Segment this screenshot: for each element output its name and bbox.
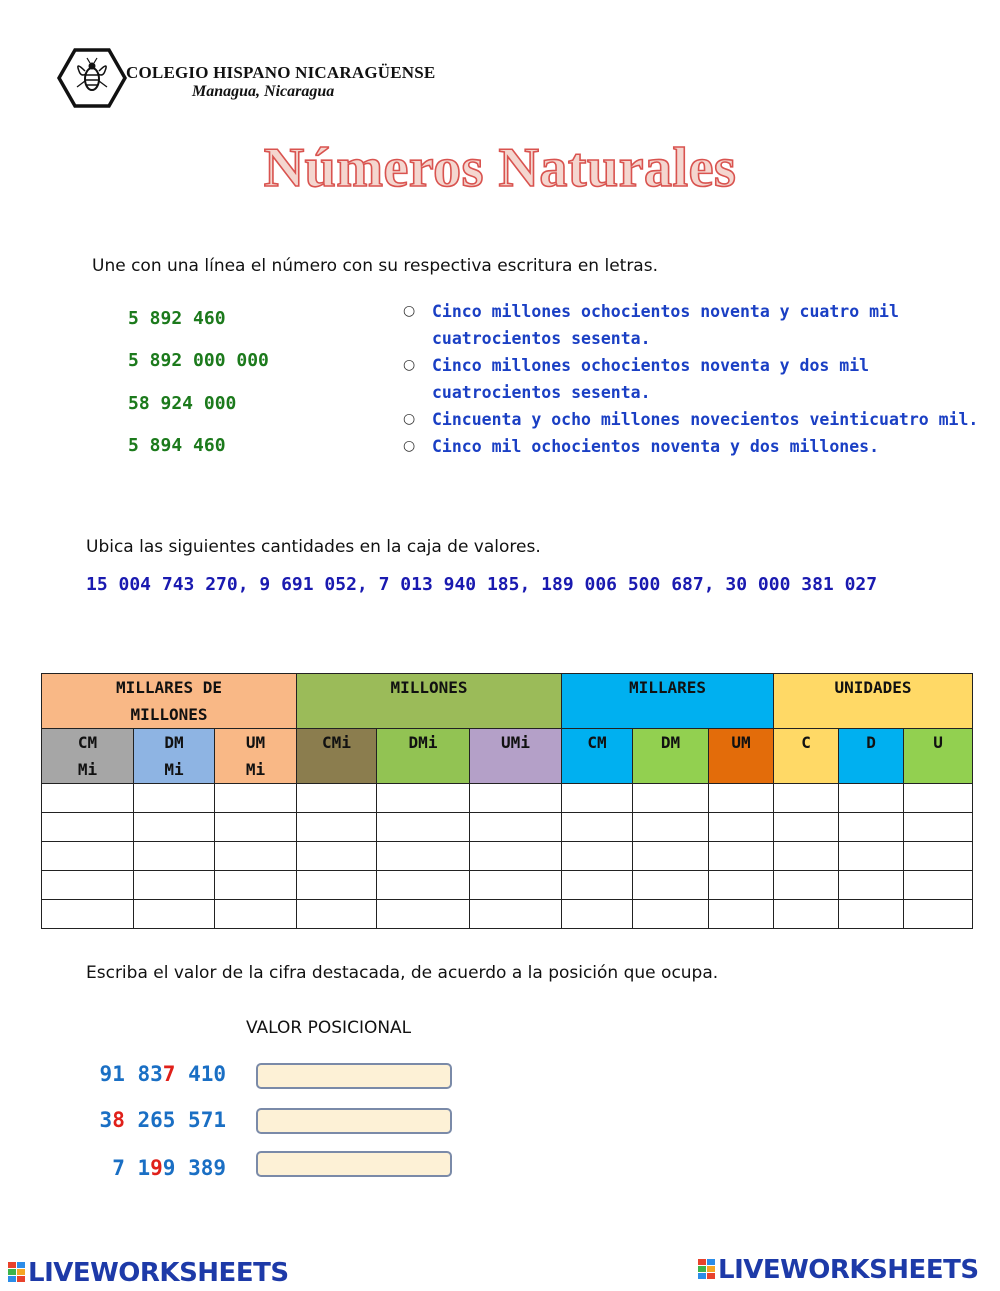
table-cell[interactable] — [904, 871, 973, 900]
match-option-text: Cinco mil ochocientos noventa y dos millones. — [432, 437, 880, 456]
positional-instruction: Escriba el valor de la cifra destacada, de acuerdo a la posición que ocupa. — [86, 963, 719, 983]
group-header-row — [42, 674, 973, 729]
table-cell[interactable] — [215, 842, 297, 871]
table-cell[interactable] — [562, 871, 633, 900]
table-cell[interactable] — [904, 784, 973, 813]
match-number-3[interactable]: 58 924 000 — [128, 393, 237, 414]
table-cell[interactable] — [904, 900, 973, 929]
table-cell[interactable] — [774, 813, 839, 842]
valor-posicional-label: VALOR POSICIONAL — [246, 1018, 412, 1038]
table-cell[interactable] — [134, 813, 215, 842]
table-cell[interactable] — [215, 900, 297, 929]
table-row — [42, 871, 973, 900]
table-cell[interactable] — [562, 900, 633, 929]
table-cell[interactable] — [633, 813, 709, 842]
positional-answer-input-2[interactable] — [256, 1108, 452, 1134]
match-option-text: Cinco millones ochocientos noventa y dos mil cuatrocientos sesenta. — [432, 356, 870, 402]
school-city: Managua, Nicaragua — [192, 83, 335, 100]
liveworksheets-icon — [8, 1262, 26, 1284]
table-cell[interactable] — [42, 784, 134, 813]
number-part: 9 389 — [162, 1156, 226, 1180]
table-cell[interactable] — [470, 871, 562, 900]
column-header-um-mi: UM Mi — [215, 729, 297, 784]
table-cell[interactable] — [215, 813, 297, 842]
number-part: 410 — [175, 1062, 226, 1086]
table-cell[interactable] — [562, 813, 633, 842]
table-cell[interactable] — [774, 871, 839, 900]
table-cell[interactable] — [377, 784, 470, 813]
column-header-um: UM — [709, 729, 774, 784]
table-cell[interactable] — [377, 842, 470, 871]
table-cell[interactable] — [470, 784, 562, 813]
table-cell[interactable] — [470, 842, 562, 871]
table-cell[interactable] — [839, 813, 904, 842]
liveworksheets-icon — [698, 1259, 716, 1281]
match-option-text: Cinco millones ochocientos noventa y cuatro mil cuatrocientos sesenta. — [432, 302, 899, 348]
table-cell[interactable] — [709, 871, 774, 900]
table-row — [42, 900, 973, 929]
table-cell[interactable] — [633, 871, 709, 900]
value-table — [41, 673, 973, 929]
table-cell[interactable] — [904, 813, 973, 842]
positional-answer-input-1[interactable] — [256, 1063, 452, 1089]
table-cell[interactable] — [709, 842, 774, 871]
table-cell[interactable] — [134, 842, 215, 871]
table-cell[interactable] — [215, 784, 297, 813]
table-cell[interactable] — [134, 784, 215, 813]
table-cell[interactable] — [297, 871, 377, 900]
column-header-u: U — [904, 729, 973, 784]
table-cell[interactable] — [839, 871, 904, 900]
column-header-row — [42, 729, 973, 784]
table-cell[interactable] — [839, 842, 904, 871]
positional-number-3 — [96, 1156, 226, 1180]
match-number-2[interactable]: 5 892 000 000 — [128, 350, 269, 371]
table-cell[interactable] — [377, 900, 470, 929]
table-cell[interactable] — [709, 813, 774, 842]
match-option-4[interactable] — [400, 433, 980, 460]
column-header-umi: UMi — [470, 729, 562, 784]
table-cell[interactable] — [709, 900, 774, 929]
table-cell[interactable] — [470, 900, 562, 929]
column-header-cmi: CMi — [297, 729, 377, 784]
table-cell[interactable] — [839, 784, 904, 813]
table-cell[interactable] — [774, 900, 839, 929]
column-header-d: D — [839, 729, 904, 784]
column-header-cm: CM — [562, 729, 633, 784]
highlighted-digit: 9 — [150, 1156, 163, 1180]
table-cell[interactable] — [134, 900, 215, 929]
match-options-list — [400, 298, 980, 460]
table-cell[interactable] — [562, 784, 633, 813]
table-cell[interactable] — [377, 871, 470, 900]
match-option-2[interactable] — [400, 352, 980, 406]
table-cell[interactable] — [633, 842, 709, 871]
table-cell[interactable] — [377, 813, 470, 842]
table-cell[interactable] — [42, 871, 134, 900]
bullet-circle-icon: ○ — [403, 438, 416, 454]
column-header-dmi: DMi — [377, 729, 470, 784]
place-instruction: Ubica las siguientes cantidades en la caja de valores. — [86, 537, 541, 557]
number-part: 265 571 — [124, 1108, 226, 1132]
match-instruction: Une con una línea el número con su respectiva escritura en letras. — [92, 256, 658, 276]
table-cell[interactable] — [297, 784, 377, 813]
table-cell[interactable] — [904, 842, 973, 871]
match-number-4[interactable]: 5 894 460 — [128, 435, 226, 456]
table-row — [42, 784, 973, 813]
positional-number-2 — [96, 1108, 226, 1132]
table-cell[interactable] — [562, 842, 633, 871]
liveworksheets-brand: LIVEWORKSHEETS — [718, 1255, 979, 1285]
table-cell[interactable] — [774, 842, 839, 871]
highlighted-digit: 7 — [162, 1062, 176, 1086]
school-logo-icon — [57, 47, 127, 109]
table-cell[interactable] — [633, 784, 709, 813]
liveworksheets-logo-left — [8, 1258, 289, 1288]
liveworksheets-logo-right — [698, 1255, 979, 1285]
page-title: Números Naturales — [263, 137, 737, 199]
group-header-millares-de-millones: MILLARES DE MILLONES — [42, 674, 297, 729]
table-cell[interactable] — [297, 813, 377, 842]
quantities-list: 15 004 743 270, 9 691 052, 7 013 940 185, 189 006 500 687, 30 000 381 027 — [86, 574, 878, 595]
match-option-1[interactable] — [400, 298, 980, 352]
column-header-dm: DM — [633, 729, 709, 784]
table-row — [42, 813, 973, 842]
table-cell[interactable] — [134, 871, 215, 900]
match-option-3[interactable] — [400, 406, 980, 433]
table-cell[interactable] — [297, 842, 377, 871]
bullet-circle-icon: ○ — [403, 357, 416, 373]
table-cell[interactable] — [42, 813, 134, 842]
column-header-c: C — [774, 729, 839, 784]
column-header-cm-mi: CM Mi — [42, 729, 134, 784]
group-header-millares: MILLARES — [562, 674, 774, 729]
group-header-unidades: UNIDADES — [774, 674, 973, 729]
group-header-millones: MILLONES — [297, 674, 562, 729]
column-header-dm-mi: DM Mi — [134, 729, 215, 784]
table-row — [42, 842, 973, 871]
table-cell[interactable] — [215, 871, 297, 900]
bullet-circle-icon: ○ — [403, 411, 416, 427]
number-part: 7 1 — [112, 1156, 151, 1180]
table-cell[interactable] — [42, 900, 134, 929]
table-cell[interactable] — [42, 842, 134, 871]
match-option-text: Cincuenta y ocho millones novecientos veinticuatro mil. — [432, 410, 979, 429]
bullet-circle-icon: ○ — [403, 303, 416, 319]
table-cell[interactable] — [709, 784, 774, 813]
positional-number-1 — [96, 1062, 226, 1086]
liveworksheets-brand: LIVEWORKSHEETS — [28, 1258, 289, 1288]
table-cell[interactable] — [839, 900, 904, 929]
school-name: COLEGIO HISPANO NICARAGÜENSE — [126, 63, 436, 82]
table-cell[interactable] — [633, 900, 709, 929]
highlighted-digit: 8 — [112, 1108, 125, 1132]
table-cell[interactable] — [774, 784, 839, 813]
positional-answer-input-3[interactable] — [256, 1151, 452, 1177]
match-number-1[interactable]: 5 892 460 — [128, 308, 226, 329]
table-cell[interactable] — [470, 813, 562, 842]
table-cell[interactable] — [297, 900, 377, 929]
number-part: 3 — [99, 1108, 113, 1132]
number-part: 91 83 — [99, 1062, 163, 1086]
